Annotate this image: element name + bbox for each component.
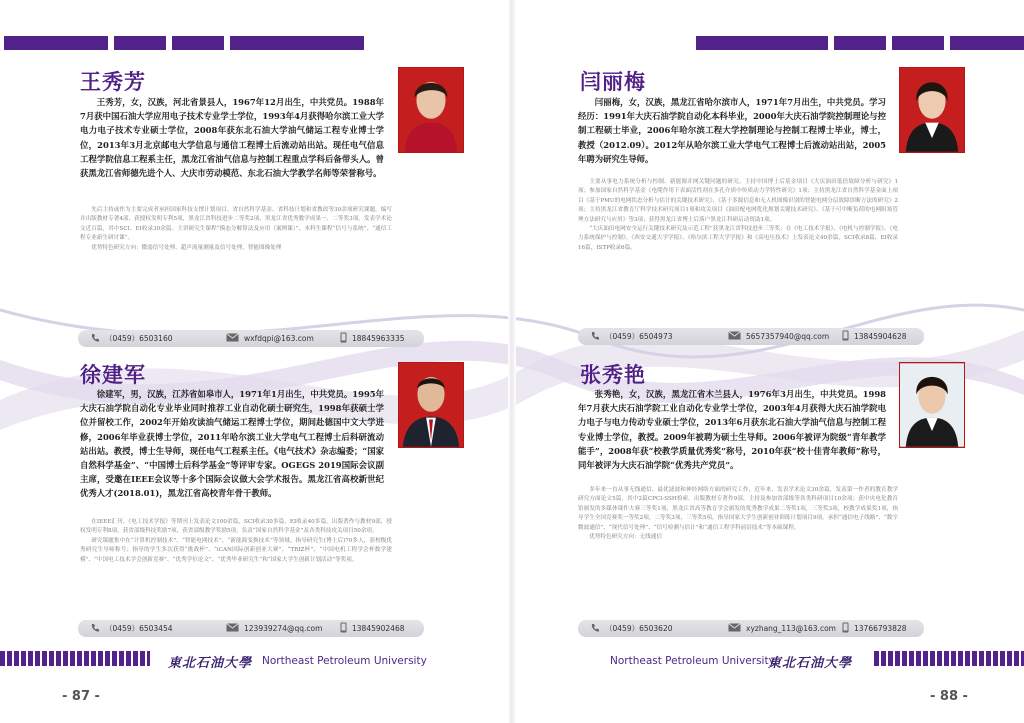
contact-phone: （0459）6503160	[105, 334, 173, 343]
contact-bar	[78, 620, 424, 637]
right-page	[512, 0, 1024, 723]
profile-photo	[899, 362, 965, 448]
research-paragraph: 在IEEE汇刊、《电工技术学报》等期刊上发表论文100余篇，SCI收录30多篇，EI收录40多篇。出版著作与教材9部，授权发明专利8项，获省部级科技奖励7项，获省部级教学奖励5项，负责“国家自然科学基金”及各类科技攻关项目50余项。	[80, 519, 392, 535]
university-logo: 東北石油大學	[168, 656, 253, 671]
profile-research	[578, 486, 898, 542]
contact-mobile: 18845963335	[352, 334, 405, 343]
profile-photo	[899, 67, 965, 153]
university-logo: 東北石油大學	[768, 656, 853, 671]
page-number: - 88 -	[930, 689, 968, 704]
profile-bio: 张秀艳，女，汉族，黑龙江省木兰县人，1976年3月出生，中共党员。1998年7月获大庆石油学院工业自动化专业学士学位，2003年4月获得大庆石油学院电力电子与电力传动专业硕士学位，2013年6月获东北石油大学油气信息与控制工程专业博士学位，教授。2009年被聘为硕士生导师。2006年被评为院级“青年教学能手”，2008年获“校教学质量优秀奖”称号，2010年获“校十佳青年教师”称号，同年被评为大庆石油学院“优秀共产党员”。	[578, 389, 886, 471]
research-paragraph: 多年来一直从事无线通信、最优滤波和神经网络方面的研究工作，近年来，发表学术论文30余篇，发表第一作者的教育教学研究方面论文5篇，其中2篇CPCI-SSH检索。出版教材专著作9部。主持及参加省部级等各类科研项目10余项；获中央电化教育馆颁发的多媒体课件大赛三等奖1项，黑龙江省高等教育学会颁发的优秀教学成果二等奖1项，三等奖3项，校教学成果奖1项，指导学生全国竞赛奖一等奖2项，二等奖3项，三等奖5项，指导国家大学生创新创业训练计划项目9项。承担“通信电子线路”、“数字微波通信”、“现代信号处理”、“信号检测与估计”和“通信工程学科前沿技术”等本硕课程。	[578, 487, 898, 531]
mobile-icon	[340, 622, 347, 635]
phone-icon	[590, 331, 600, 343]
contact-email: xyzhang_113@163.com	[746, 624, 836, 633]
profile-name: 徐建军	[80, 363, 146, 387]
profile-research	[80, 206, 392, 253]
mail-icon	[226, 623, 239, 634]
profile-research	[578, 178, 898, 253]
research-paragraph: “大庆油田电网安全运行关键技术研究及示范工程”获黑龙江省科技进步三等奖；在《电工技术学报》、《电机与控制学报》、《电力系统保护与控制》、《西安交通大学学报》、《哈尔滨工程大学学报》和《高电压技术》上发表论文40余篇，SCI收录8篇，EI收录16篇，ISTP收录6篇。	[578, 226, 898, 251]
mobile-icon	[842, 330, 849, 343]
university-name: Northeast Petroleum University	[262, 655, 427, 667]
contact-bar	[578, 620, 924, 637]
contact-bar	[578, 328, 924, 345]
footer-bar	[874, 651, 1024, 666]
top-decor-bars	[4, 36, 364, 50]
page-number: - 87 -	[62, 689, 100, 704]
contact-email: 5657357940@qq.com	[746, 332, 830, 341]
contact-email: wxfdqpi@163.com	[244, 334, 314, 343]
research-paragraph: 先后主持或作为主要完成者承担国家科技支撑计划项目、省自然科学基金、省科技计划和省教改等30余项研究课题。编写并出版教材专著4部，获授权发明专利5项，黑龙江省科技进步二等奖2项、黑龙江省优秀教学成果一、二等奖3项，发表学术论文近百篇，其中SCI、EI收录30余篇。主讲研究生课程“模态分解算法及应用（案例课）”、本科生课程“信号与系统”、“通信工程专业新生研讨课”。	[80, 207, 392, 242]
top-decor-bars	[696, 36, 1024, 50]
profile-bio: 王秀芳，女，汉族，河北省景县人，1967年12月出生，中共党员。1988年7月获中国石油大学应用电子技术专业学士学位，1993年4月获得哈尔滨工业大学电力电子技术专业硕士学位，2008年获东北石油大学油气储运工程专业博士学位，2013年3月北京邮电大学信息与通信工程博士后流动站出站。现任电气信息工程学院信息工程系主任，黑龙江省油气信息与控制工程重点学科后备带头人。曾获黑龙江省师德先进个人、大庆市劳动模范、东北石油大学教学名师等荣誉称号。	[80, 97, 384, 179]
contact-phone: （0459）6503620	[605, 624, 673, 633]
profile-photo	[398, 362, 464, 448]
profile-name: 张秀艳	[580, 363, 646, 387]
contact-phone: （0459）6503454	[105, 624, 173, 633]
contact-email: 123939274@qq.com	[244, 624, 323, 633]
phone-icon	[590, 623, 600, 635]
mail-icon	[728, 331, 741, 342]
university-name: Northeast Petroleum University	[610, 655, 775, 667]
profile-photo	[398, 67, 464, 153]
profile-name: 闫丽梅	[580, 70, 646, 94]
mobile-icon	[842, 622, 849, 635]
research-paragraph: 主要从事电力系统分析与控制、新能源并网关键问题的研究。主持中国博士后基金项目《大庆油田低倍故障分析与研究》1项；参加国家自然科学基金《电缆作用下表面活性剂在多孔介质中传质动力学特性研究》1项；主持黑龙江省自然科学基金面上项目《基于PMU的电网状态分析与估计的关键技术研究》、《基于多源信息和无人机图像识别的智能电网分层故障诊断方法的研究》2项；主持黑龙江省教育厅科学技术研究项目1项和攻关项目《油田配电网优化规划关键技术研究》、《基于可中断负荷的电网阻塞管理方法研究与应用》等3项；获得黑龙江省博士后落户黑龙江科研启动资助1项。	[578, 179, 898, 223]
profile-name: 王秀芳	[80, 70, 146, 94]
mail-icon	[226, 333, 239, 344]
phone-icon	[90, 333, 100, 345]
research-paragraph: 研究课题集中在“计算机控制技术”、“智能电网技术”、“新能源变换技术”等领域。指导研究生(博士后)70多人，获校级优秀研究生导师称号；指导的学生多次获得“挑战杯”、“iCAN国际创新创业大赛”、“TRIZ杯”、“中国电机工程学会杯数学建模”、“中国电工技术学会创新竞赛”、“优秀学位论文”、“优秀毕业研究生”和“国家大学生创新计划活动”等奖项。	[80, 537, 392, 563]
profile-bio: 徐建军，男，汉族，江苏省如皋市人，1971年1月出生，中共党员。1995年大庆石油学院自动化专业毕业同时推荐工业自动化硕士研究生，1998年获硕士学位并留校工作，2002年开始攻读油气储运工程博士学位，期间赴德国中文大学进修，2006年毕业获博士学位，2011年哈尔滨工业大学电气工程博士后科研流动站出站。教授，博士生导师，现任电气工程系主任。《电气技术》杂志编委；“国家自然科学基金”、“中国博士后科学基金”等评审专家。OGEGS 2019国际会议副主席，受邀在IEEE会议等十多个国际会议做大会学术报告。黑龙江省高校新世纪优秀人才(2018.01)，黑龙江省高校青年骨干教师。	[80, 389, 384, 499]
contact-mobile: 13766793828	[854, 624, 907, 633]
research-paragraph: 优势特色研究方向：微弱信号处理、超声流量测量及信号处理，智能图像处理	[91, 244, 282, 251]
profile-research	[80, 518, 392, 565]
mobile-icon	[340, 332, 347, 345]
phone-icon	[90, 623, 100, 635]
research-paragraph: 优势特色研究方向：无线通信	[589, 534, 662, 541]
contact-mobile: 13845904628	[854, 332, 907, 341]
contact-bar	[78, 330, 424, 347]
footer-bar	[0, 651, 150, 666]
contact-mobile: 13845902468	[352, 624, 405, 633]
contact-phone: （0459）6504973	[605, 332, 673, 341]
mail-icon	[728, 623, 741, 634]
profile-bio: 闫丽梅，女，汉族，黑龙江省哈尔滨市人，1971年7月出生，中共党员。学习经历：1991年大庆石油学院自动化本科毕业，2000年大庆石油学院控制理论与控制工程硕士毕业，2006年哈尔滨工程大学控制理论与控制工程博士毕业，博士，教授（2012.09）。2012年从哈尔滨工业大学电气工程博士后流动站出站，2005年聘为研究生导师。	[578, 97, 886, 164]
